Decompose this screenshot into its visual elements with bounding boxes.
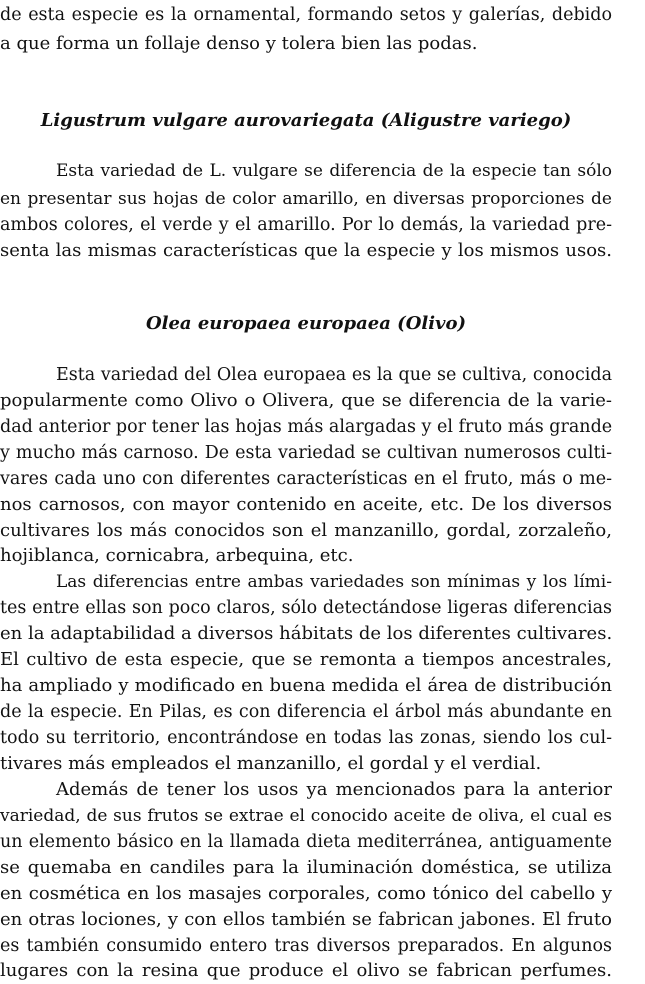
paragraph-line: Además de tener los usos ya mencionados para la anterior <box>56 779 612 800</box>
paragraph-line: senta las mismas características que la especie y los mismos usos. <box>0 240 612 261</box>
paragraph-line: de la especie. En Pilas, es con diferencia el árbol más abundante en <box>0 702 612 722</box>
paragraph-line: en presentar sus hojas de color amarillo, en diversas proporciones de <box>0 189 612 209</box>
paragraph-line: popularmente como Olivo o Olivera, que se diferencia de la varie- <box>0 390 612 411</box>
paragraph-line: tivares más empleados el manzanillo, el gordal y el verdial. <box>0 753 542 774</box>
paragraph-line: en la adaptabilidad a diversos hábitats de los diferentes cultivares. <box>0 623 613 644</box>
paragraph-line: en otras lociones, y con ellos también se fabrican jabones. El fruto <box>0 909 612 930</box>
paragraph-line: Esta variedad del Olea europaea es la que se cultiva, conocida <box>56 365 612 385</box>
paragraph-line: de esta especie es la ornamental, formando setos y galerías, debido <box>0 5 612 25</box>
paragraph-line: se quemaba en candiles para la iluminación doméstica, se utiliza <box>0 857 612 878</box>
paragraph-line: vares cada uno con diferentes características en el fruto, más o me- <box>0 469 612 489</box>
section-heading-olea: Olea europaea europaea (Olivo) <box>145 313 467 334</box>
paragraph-line: todo su territorio, encontrándose en todas las zonas, siendo los cul- <box>0 728 612 748</box>
paragraph-line: un elemento básico en la llamada dieta mediterránea, antiguamente <box>0 832 612 852</box>
section-heading-ligustrum: Ligustrum vulgare aurovariegata (Aligustre variego) <box>40 110 572 131</box>
paragraph-line: y mucho más carnoso. De esta variedad se cultivan numerosos culti- <box>0 443 612 463</box>
paragraph-line: ambos colores, el verde y el amarillo. Por lo demás, la variedad pre- <box>0 215 612 235</box>
paragraph-line: dad anterior por tener las hojas más alargadas y el fruto más grande <box>0 417 613 437</box>
paragraph-line: Las diferencias entre ambas variedades son mínimas y los lími- <box>56 572 612 592</box>
paragraph-line: variedad, de sus frutos se extrae el conocido aceite de oliva, el cual es <box>0 806 612 826</box>
paragraph-line: ha ampliado y modificado en buena medida el área de distribución <box>0 675 612 696</box>
paragraph-line: Esta variedad de L. vulgare se diferencia de la especie tan sólo <box>56 161 612 181</box>
paragraph-line: El cultivo de esta especie, que se remonta a tiempos ancestrales, <box>0 649 612 670</box>
paragraph-line: hojiblanca, cornicabra, arbequina, etc. <box>0 545 354 566</box>
paragraph-line: es también consumido entero tras diversos preparados. En algunos <box>0 936 612 956</box>
paragraph-line: nos carnosos, con mayor contenido en aceite, etc. De los diversos <box>0 494 612 515</box>
paragraph-line: en cosmética en los masajes corporales, como tónico del cabello y <box>0 883 612 904</box>
paragraph-line: lugares con la resina que produce el olivo se fabrican perfumes. <box>0 960 612 981</box>
paragraph-line: a que forma un follaje denso y tolera bien las podas. <box>0 33 478 54</box>
paragraph-line: tes entre ellas son poco claros, sólo detectándose ligeras diferencias <box>0 598 612 618</box>
paragraph-line: cultivares los más conocidos son el manzanillo, gordal, zorzaleño, <box>0 520 612 541</box>
